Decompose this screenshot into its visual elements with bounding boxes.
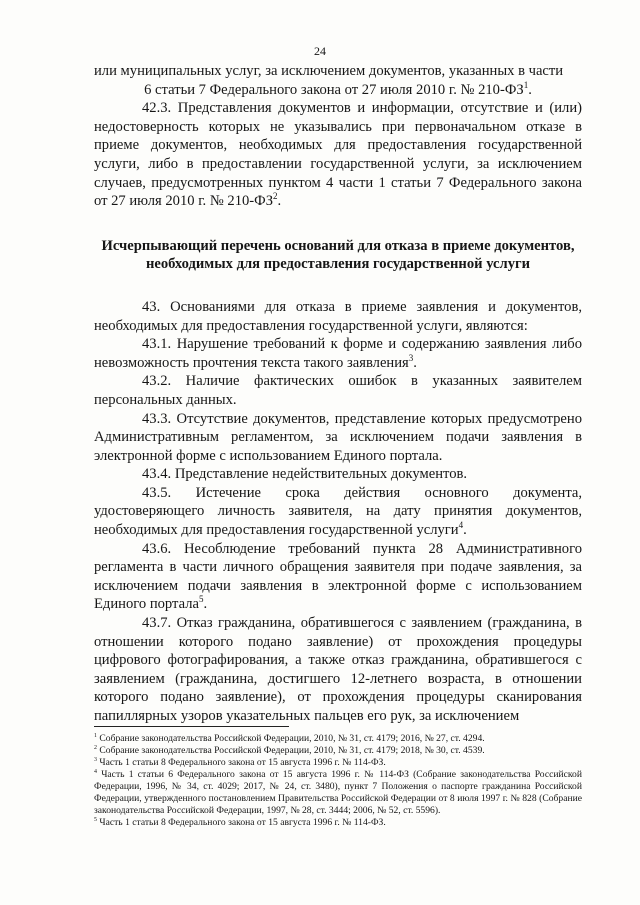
paragraph: 43.5. Истечение срока действия основного документа, удостоверяющего личность заявителя, на дату принятия документов, необходимых для предоставления государственной услуги$^4$.	[94, 484, 582, 539]
footnote: $^5$ Часть 1 статьи 8 Федерального закона от 15 августа 1996 г. № 114-ФЗ.	[94, 816, 386, 828]
footnote: $^3$ Часть 1 статьи 8 Федерального закона от 15 августа 1996 г. № 114-ФЗ.	[94, 756, 386, 768]
paragraph: 43.6. Несоблюдение требований пункта 28 Административного регламента в части личного обращения заявителя при подаче заявления, за исключением подачи заявления в электронной форме с использованием Единого портала$^5$.	[94, 540, 582, 613]
footnote-divider	[94, 726, 289, 727]
paragraph: 43.1. Нарушение требований к форме и содержанию заявления либо невозможность прочтения текста такого заявления$^3$.	[94, 336, 582, 371]
section-heading: Исчерпывающий перечень оснований для отказа в приеме документов, необходимых для предоставления государственной услуги	[101, 237, 575, 273]
footnote: $^4$ Часть 1 статьи 6 Федерального закона от 15 августа 1996 г. № 114-ФЗ (Собрание законодательства Российской Федерации, 1996, № 34, ст. 4029; 2017, № 24, ст. 3480), пункт 7 Положения о паспорте гражданина Российской Федерации, утвержденного постановлением Правительства Российской Федерации от 8 июля 1997 г. № 828 (Собрание законодательства Российской Федерации, 1997, № 28, ст. 3444; 2006, № 52, ст. 5596).	[94, 768, 582, 816]
paragraph: 43.3. Отсутствие документов, представление которых предусмотрено Административным регламентом, за исключением подачи заявления в электронной форме с использованием Единого портала.	[94, 410, 582, 464]
paragraph: 43.7. Отказ гражданина, обратившегося с заявлением (гражданина, в отношении которого подано заявление) от прохождения процедуры цифрового фотографирования, а также отказ гражданина, обратившегося с заявлением (гражданина, достигшего 12-летнего возраста, в отношении которого подано заявление), от прохождения процедуры сканирования папиллярных узоров указательных пальцев его рук, за исключением	[94, 615, 582, 724]
paragraph: 43.2. Наличие фактических ошибок в указанных заявителем персональных данных.	[94, 373, 582, 408]
paragraph: 42.3. Представления документов и информации, отсутствие и (или) недостоверность которых не указывались при первоначальном отказе в приеме документов, необходимых для предоставления государственной услуги, либо в предоставлении государственной услуги, за исключением случаев, предусмотренных пунктом 4 части 1 статьи 7 Федерального закона от 27 июля 2010 г. № $210-ФЗ^2$.	[94, 100, 582, 210]
footnote: $^1$ Собрание законодательства Российской Федерации, 2010, № 31, ст. 4179; 2016, № 27, ст. 4294.	[94, 732, 485, 744]
paragraph: 43. Основаниями для отказа в приеме заявления и документов, необходимых для предоставления государственной услуги, являются:	[94, 298, 582, 334]
footnotes	[94, 733, 582, 829]
footnote: $^2$ Собрание законодательства Российской Федерации, 2010, № 31, ст. 4179; 2018, № 30, ст. 4539.	[94, 744, 485, 756]
paragraph: 6 статьи 7 Федерального закона от 27 июля 2010 г. № $210-ФЗ^1$.	[144, 79, 532, 98]
paragraph: или муниципальных услуг, за исключением документов, указанных в части	[94, 63, 564, 79]
paragraph: 43.4. Представление недействительных документов.	[142, 466, 468, 483]
page-number: 24	[314, 44, 326, 58]
main-text	[94, 62, 582, 726]
